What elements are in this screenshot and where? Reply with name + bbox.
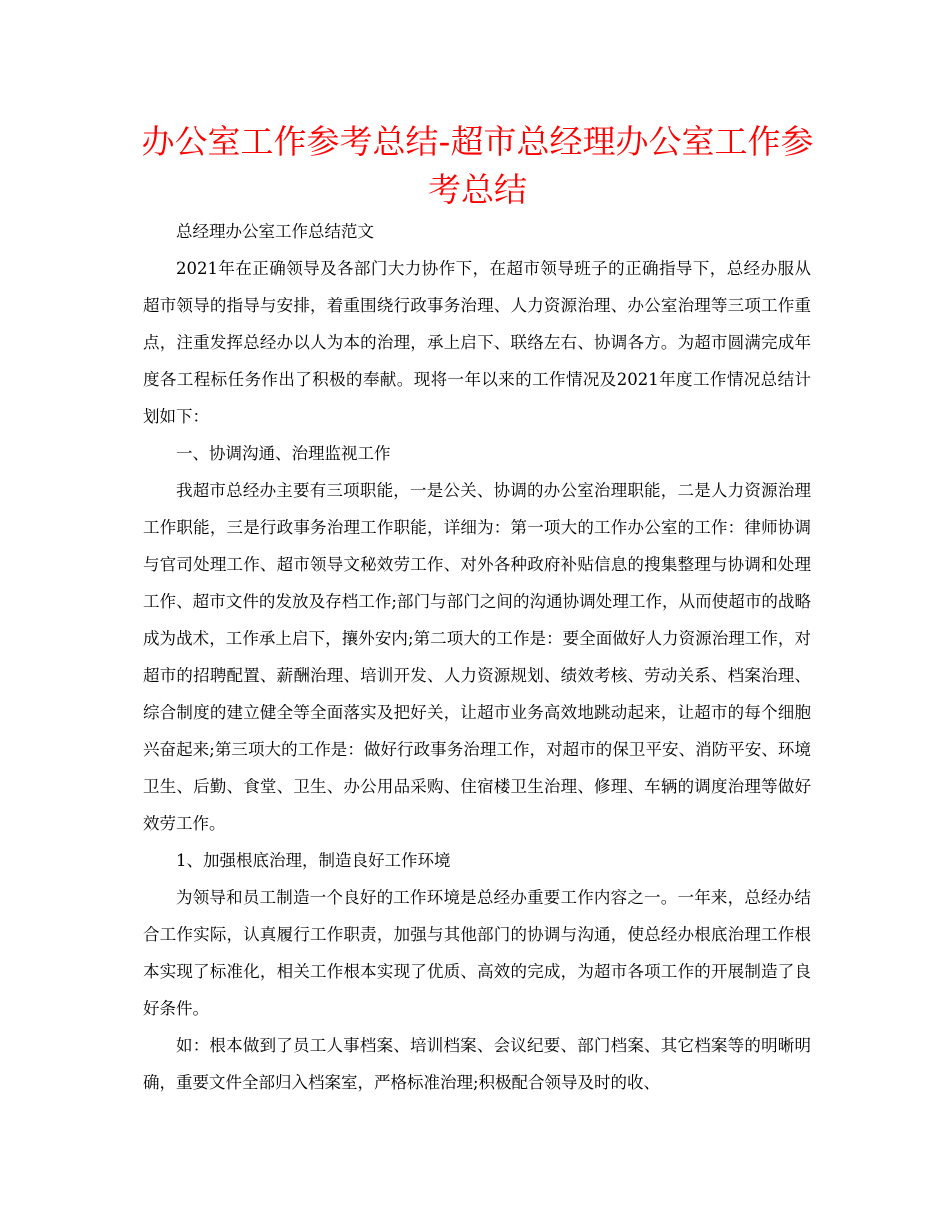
document-title: 办公室工作参考总结-超市总经理办公室工作参考总结: [141, 122, 814, 209]
document-body: [143, 213, 811, 1101]
paragraph-intro: 2021年在正确领导及各部门大力协作下，在超市领导班子的正确指导下，总经办服从超市领导的指导与安排，着重围绕行政事务治理、人力资源治理、办公室治理等三项工作重点，注重发挥总经办以人为本的治理，承上启下、联络左右、协调各方。为超市圆满完成年度各工程标任务作出了积极的奉献。现将一年以来的工作情况及2021年度工作情况总结计划如下：: [143, 259, 811, 426]
section-heading: 一、协调沟通、治理监视工作: [176, 444, 391, 463]
paragraph-environment: 为领导和员工制造一个良好的工作环境是总经办重要工作内容之一。一年来，总经办结合工作实际，认真履行工作职责，加强与其他部门的协调与沟通，使总经办根底治理工作根本实现了标准化，相关工作根本实现了优质、高效的完成，为超市各项工作的开展制造了良好条件。: [143, 888, 811, 1018]
subsection-heading: 1、加强根底治理，制造良好工作环境: [176, 851, 451, 870]
paragraph-functions: 我超市总经办主要有三项职能，一是公关、协调的办公室治理职能，二是人力资源治理工作职能，三是行政事务治理工作职能，详细为：第一项大的工作办公室的工作：律师协调与官司处理工作、超市领导文秘效劳工作、对外各种政府补贴信息的搜集整理与协调和处理工作、超市文件的发放及存档工作;部门与部门之间的沟通协调处理工作，从而使超市的战略成为战术，工作承上启下，攘外安内;第二项大的工作是：要全面做好人力资源治理工作，对超市的招聘配置、薪酬治理、培训开发、人力资源规划、绩效考核、劳动关系、档案治理、综合制度的建立健全等全面落实及把好关，让超市业务高效地跳动起来，让超市的每个细胞兴奋起来;第三项大的工作是：做好行政事务治理工作，对超市的保卫平安、消防平安、环境卫生、后勤、食堂、卫生、办公用品采购、住宿楼卫生治理、修理、车辆的调度治理等做好效劳工作。: [143, 481, 811, 833]
paragraph-subtitle: 总经理办公室工作总结范文: [176, 222, 374, 241]
paragraph-archives: 如：根本做到了员工人事档案、培训档案、会议纪要、部门档案、其它档案等的明晰明确，重要文件全部归入档案室，严格标准治理;积极配合领导及时的收、: [143, 1036, 811, 1092]
